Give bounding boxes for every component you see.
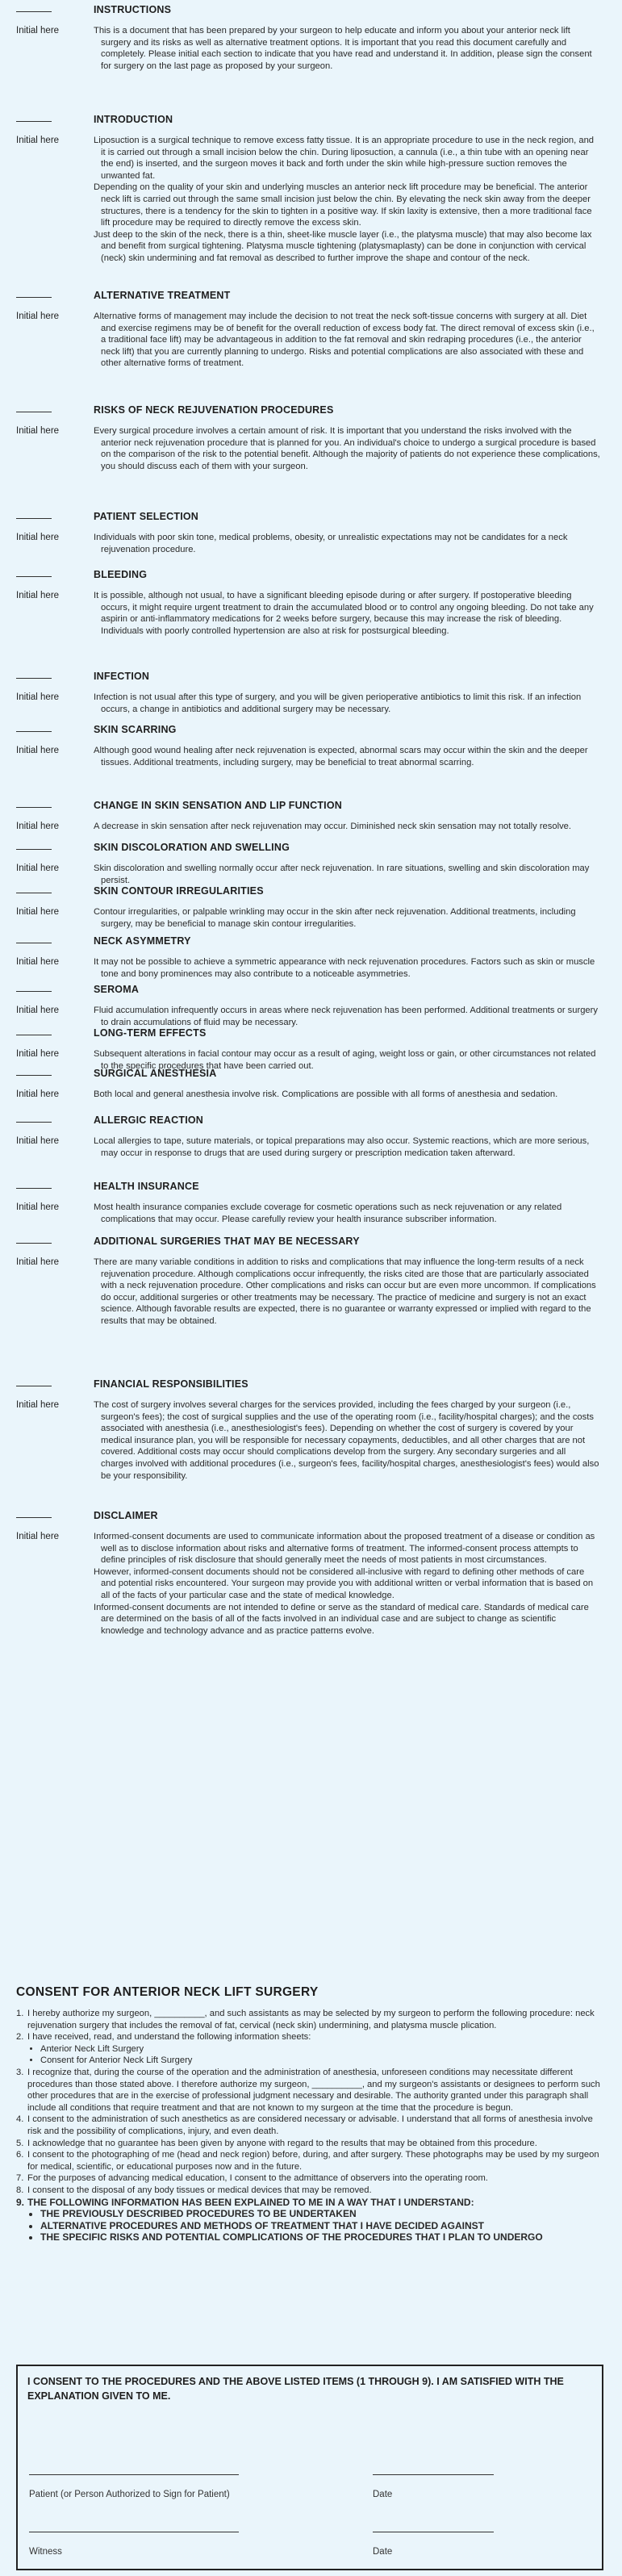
- consent-item-text: I hereby authorize my surgeon, __________, and such assistants as may be selected by my surgeon to perform the following procedure: neck rejuvenation surgery that includes the removal of fat, cervical (neck skin) undermining, and platysma muscle plication.: [27, 2009, 595, 2030]
- section-heading: INSTRUCTIONS: [94, 4, 172, 15]
- section-body: [94, 956, 600, 980]
- initial-line[interactable]: [16, 991, 52, 992]
- section-body: [94, 1531, 600, 1637]
- section-heading: SKIN CONTOUR IRREGULARITIES: [94, 885, 264, 897]
- consent-item-text: I have received, read, and understand the following information sheets:: [27, 2032, 311, 2043]
- initial-line[interactable]: [16, 297, 52, 298]
- consent-item-number: 7.: [16, 2173, 24, 2184]
- section-paragraph: This is a document that has been prepared by your surgeon to help educate and inform you about your anterior neck lift surgery and its risks as well as alternative treatment options. It is important that you read this document carefully and completely. Please initial each section to indicate that you have read and understand it. In addition, please sign the consent for surgery on the last page as proposed by your surgeon.: [94, 26, 592, 71]
- consent-item-9: [16, 2197, 605, 2244]
- initial-here-label: Initial here: [16, 1049, 60, 1059]
- initial-here-label: Initial here: [16, 533, 60, 542]
- section-heading: PATIENT SELECTION: [94, 511, 199, 522]
- consent-item-text: I consent to the administration of such anesthetics as are considered necessary or advisable. I understand that all forms of anesthesia involve risk and the possibility of complications, injury, and even death.: [27, 2114, 593, 2136]
- section-heading: SKIN SCARRING: [94, 724, 177, 735]
- section-body: [94, 863, 600, 886]
- initial-line[interactable]: [16, 1122, 52, 1123]
- initial-line[interactable]: [16, 807, 52, 808]
- explained-point: • ALTERNATIVE PROCEDURES AND METHODS OF TREATMENT THAT I HAVE DECIDED AGAINST: [40, 2220, 605, 2232]
- section-body: [94, 692, 600, 715]
- consent-item-8: [16, 2185, 605, 2197]
- consent-signature-box: [16, 2365, 603, 2570]
- initial-line[interactable]: [16, 518, 52, 519]
- initial-here-label: Initial here: [16, 746, 60, 755]
- patient-date-line[interactable]: [373, 2474, 494, 2475]
- consent-item-text: I recognize that, during the course of the operation and the administration of anesthesia, unforeseen conditions may necessitate different procedures than those stated above. I therefore authorize my surgeon, __________, and my surgeon's assistants or designees to perform such other procedures that are in the exercise of professional judgment necessary and desirable. The authority granted under this paragraph shall include all conditions that require treatment and that are not known to my surgeon at the time that the procedure is begun.: [27, 2067, 600, 2113]
- section-body: [94, 745, 600, 768]
- section-body: [94, 1089, 600, 1101]
- initial-here-label: Initial here: [16, 1136, 60, 1146]
- section-paragraph: Informed-consent documents are not intended to define or serve as the standard of medical care. Standards of medical care are determined on the basis of all of the facts involved in an individual case and are subject to change as scientific knowledge and technology advance and as practice patterns evolve.: [94, 1602, 589, 1636]
- initial-here-label: Initial here: [16, 426, 60, 436]
- initial-line[interactable]: [16, 1517, 52, 1518]
- section-body: [94, 590, 600, 637]
- consent-item-6: [16, 2149, 605, 2172]
- consent-item-text: THE FOLLOWING INFORMATION HAS BEEN EXPLAINED TO ME IN A WAY THAT I UNDERSTAND:: [27, 2196, 474, 2208]
- consent-list: [16, 2008, 605, 2244]
- initial-here-label: Initial here: [16, 1257, 60, 1267]
- explained-points: [27, 2208, 605, 2244]
- section-heading: ALLERGIC REACTION: [94, 1114, 204, 1126]
- section-paragraph: Just deep to the skin of the neck, there is a thin, sheet-like muscle layer (i.e., the platysma muscle) that may also become lax and benefit from surgical tightening. Platysma muscle tightening (platysmaplasty) can be done in conjunction with cervical (neck) skin undermining and fat removal as described to further improve the shape and contour of the neck.: [94, 229, 592, 263]
- consent-item-text: For the purposes of advancing medical education, I consent to the admittance of observers into the operating room.: [27, 2173, 488, 2184]
- info-sheet-list: [27, 2043, 605, 2067]
- initial-line[interactable]: [16, 1075, 52, 1076]
- consent-item-5: [16, 2138, 605, 2150]
- initial-here-label: Initial here: [16, 312, 60, 321]
- explained-point: • THE SPECIFIC RISKS AND POTENTIAL COMPLICATIONS OF THE PROCEDURES THAT I PLAN TO UNDERGO: [40, 2231, 605, 2244]
- section-heading: CHANGE IN SKIN SENSATION AND LIP FUNCTION: [94, 800, 342, 811]
- section-heading: SKIN DISCOLORATION AND SWELLING: [94, 842, 290, 853]
- section-paragraph: Liposuction is a surgical technique to remove excess fatty tissue. It is an appropriate procedure to use in the neck region, and it is carried out through a small incision below the chin. During liposuction, a cannula (i.e., a thin tube with an opening near the end) is inserted, and the surgeon moves it back and forth under the skin while high-pressure suction removes the unwanted fat.: [94, 136, 595, 181]
- initial-line[interactable]: [16, 678, 52, 679]
- section-body: [94, 135, 600, 265]
- patient-signature-line[interactable]: [29, 2474, 239, 2475]
- section-heading: DISCLAIMER: [94, 1510, 158, 1521]
- initial-line[interactable]: [16, 1243, 52, 1244]
- section-heading: INFECTION: [94, 671, 150, 682]
- section-heading: LONG-TERM EFFECTS: [94, 1027, 207, 1039]
- initial-here-label: Initial here: [16, 1089, 60, 1099]
- section-heading: ALTERNATIVE TREATMENT: [94, 290, 231, 301]
- section-paragraph: A decrease in skin sensation after neck rejuvenation may occur. Diminished neck skin sensation may not totally resolve.: [94, 822, 571, 831]
- initial-here-label: Initial here: [16, 957, 60, 967]
- section-body: [94, 311, 600, 370]
- consent-statement: I CONSENT TO THE PROCEDURES AND THE ABOVE LISTED ITEMS (1 THROUGH 9). I AM SATISFIED WITH THE EXPLANATION GIVEN TO ME.: [27, 2376, 564, 2402]
- section-paragraph: It may not be possible to achieve a symmetric appearance with neck rejuvenation procedures. Factors such as skin or muscle tone and bony prominences may also contribute to a noticeable asymmetries.: [94, 957, 595, 979]
- section-body: [94, 532, 600, 555]
- initial-here-label: Initial here: [16, 26, 60, 36]
- section-paragraph: The cost of surgery involves several charges for the services provided, including the fees charged by your surgeon (i.e., surgeon's fees); the cost of surgical supplies and the use of the operating room (i.e., facility/hospital charges); and the costs associated with anesthesia (i.e., anesthesiologist's fees). Depending on whether the cost of surgery is covered by your medical insurance plan, you will be responsible for necessary copayments, deductibles, and all other charges that are not covered. Additional costs may occur should complications develop from the surgery. Any secondary surgeries and all charges involved with additional procedures (i.e., surgeon's fees, facility/hospital charges, anesthesiologist's fees) would also be your responsibility.: [94, 1400, 599, 1481]
- initial-line[interactable]: [16, 731, 52, 732]
- section-body: [94, 1202, 600, 1225]
- section-paragraph: Fluid accumulation infrequently occurs in areas where neck rejuvenation has been performed. Additional treatments or surgery to drain accumulations of fluid may be necessary.: [94, 1006, 598, 1027]
- initial-here-label: Initial here: [16, 822, 60, 831]
- consent-item-number: 4.: [16, 2114, 24, 2125]
- section-heading: ADDITIONAL SURGERIES THAT MAY BE NECESSARY: [94, 1236, 360, 1247]
- initial-here-label: Initial here: [16, 907, 60, 917]
- section-paragraph: However, informed-consent documents should not be considered all-inclusive with regard to defining other methods of care and potential risks encountered. Your surgeon may provide you with additional written or verbal information that is based on all of the facts of your particular case and the state of medical knowledge.: [94, 1566, 594, 1600]
- initial-here-label: Initial here: [16, 864, 60, 873]
- witness-signature-label: Witness: [29, 2547, 62, 2557]
- consent-item-number: 6.: [16, 2150, 24, 2160]
- section-body: [94, 425, 600, 472]
- section-heading: SURGICAL ANESTHESIA: [94, 1068, 217, 1079]
- section-body: [94, 25, 600, 72]
- section-paragraph: Informed-consent documents are used to communicate information about the proposed treatment of a disease or condition as well as to disclose information about risks and alternative forms of treatment. The informed-consent process attempts to define principles of risk disclosure that should generally meet the needs of most patients in most circumstances.: [94, 1532, 595, 1566]
- initial-here-label: Initial here: [16, 1532, 60, 1541]
- witness-date-label: Date: [373, 2547, 393, 2557]
- consent-item-number: 2.: [16, 2032, 24, 2043]
- section-paragraph: Individuals with poor skin tone, medical problems, obesity, or unrealistic expectations may not be candidates for a neck rejuvenation procedure.: [94, 533, 568, 554]
- initial-line[interactable]: [16, 11, 52, 12]
- consent-item-1: [16, 2008, 605, 2031]
- section-heading: SEROMA: [94, 984, 140, 995]
- info-sheet-item: • Consent for Anterior Neck Lift Surgery: [40, 2055, 605, 2067]
- patient-signature-label: Patient (or Person Authorized to Sign for Patient): [29, 2490, 230, 2499]
- section-heading: INTRODUCTION: [94, 114, 173, 125]
- section-paragraph: Alternative forms of management may include the decision to not treat the neck soft-tissue concerns with surgery at all. Diet and exercise regimens may be of benefit for the overall reduction of excess body fat. The direct removal of excess skin (i.e., a traditional face lift) may be advantageous in addition to the fat removal and skin redraping procedures (i.e., the anterior neck lift) that you are currently planning to undergo. Risks and potential complications are also associated with these and other alternative forms of treatment.: [94, 312, 595, 369]
- section-body: [94, 1005, 600, 1028]
- section-heading: BLEEDING: [94, 569, 148, 580]
- section-body: [94, 906, 600, 930]
- consent-item-2: [16, 2031, 605, 2067]
- section-heading: FINANCIAL RESPONSIBILITIES: [94, 1378, 248, 1390]
- section-body: [94, 1399, 600, 1482]
- consent-item-number: 9.: [16, 2196, 25, 2208]
- section-paragraph: There are many variable conditions in addition to risks and complications that may influence the long-term results of a neck rejuvenation procedure. Although complications occur infrequently, the risks cited are those that are particularly associated with a neck rejuvenation procedure. Other complications and risks can occur but are even more uncommon. If complications do occur, additional surgeries or other treatments may be necessary. The practice of medicine and surgery is not an exact science. Although favorable results are expected, there is no guarantee or warranty expressed or implied with regard to the results that may be obtained.: [94, 1257, 596, 1326]
- initial-line[interactable]: [16, 849, 52, 850]
- initial-line[interactable]: [16, 121, 52, 122]
- consent-item-text: I consent to the photographing of me (head and neck region) before, during, and after surgery. These photographs may be used by my surgeon for medical, scientific, or educational purposes now and in the future.: [27, 2150, 599, 2172]
- consent-item-number: 1.: [16, 2009, 24, 2018]
- consent-item-7: [16, 2172, 605, 2185]
- info-sheet-item: • Anterior Neck Lift Surgery: [40, 2043, 605, 2055]
- patient-date-label: Date: [373, 2490, 393, 2499]
- consent-item-number: 3.: [16, 2067, 24, 2077]
- initial-here-label: Initial here: [16, 1202, 60, 1212]
- consent-item-4: [16, 2114, 605, 2137]
- initial-here-label: Initial here: [16, 136, 60, 145]
- section-heading: RISKS OF NECK REJUVENATION PROCEDURES: [94, 404, 334, 416]
- consent-item-text: I consent to the disposal of any body tissues or medical devices that may be removed.: [27, 2185, 372, 2195]
- section-paragraph: Every surgical procedure involves a certain amount of risk. It is important that you understand the risks involved with the anterior neck rejuvenation procedure that is planned for you. An individual's choice to undergo a surgical procedure is based on the comparison of the risk to the potential benefit. Although the majority of patients do not experience these complications, you should discuss each of them with your surgeon.: [94, 426, 600, 471]
- section-paragraph: Skin discoloration and swelling normally occur after neck rejuvenation. In rare situations, swelling and skin discoloration may persist.: [94, 864, 590, 885]
- section-paragraph: Most health insurance companies exclude coverage for cosmetic operations such as neck rejuvenation or any related complications that may occur. Please carefully review your health insurance subscriber information.: [94, 1202, 562, 1224]
- consent-item-text: I acknowledge that no guarantee has been given by anyone with regard to the results that may be obtained from this procedure.: [27, 2138, 537, 2148]
- consent-title: CONSENT FOR ANTERIOR NECK LIFT SURGERY: [16, 1985, 319, 1999]
- section-paragraph: Subsequent alterations in facial contour may occur as a result of aging, weight loss or gain, or other circumstances not related to the specific procedures that have been carried out.: [94, 1049, 596, 1071]
- consent-item-number: 5.: [16, 2138, 24, 2148]
- section-paragraph: Infection is not usual after this type of surgery, and you will be given perioperative antibiotics to limit this risk. If an infection occurs, a change in antibiotics and additional surgery may be necessary.: [94, 692, 582, 714]
- initial-line[interactable]: [16, 576, 52, 577]
- section-body: [94, 1135, 600, 1159]
- consent-item-number: 8.: [16, 2185, 24, 2195]
- section-body: [94, 821, 600, 833]
- initial-here-label: Initial here: [16, 692, 60, 702]
- initial-here-label: Initial here: [16, 1400, 60, 1410]
- initial-line[interactable]: [16, 1188, 52, 1189]
- initial-here-label: Initial here: [16, 1006, 60, 1015]
- section-paragraph: Both local and general anesthesia involve risk. Complications are possible with all forms of anesthesia and sedation.: [94, 1089, 558, 1099]
- initial-here-label: Initial here: [16, 591, 60, 600]
- section-body: [94, 1257, 600, 1328]
- section-paragraph: Contour irregularities, or palpable wrinkling may occur in the skin after neck rejuvenation. Additional treatments, including surgery, may be beneficial to manage skin contour irregularities.: [94, 907, 576, 929]
- section-heading: HEALTH INSURANCE: [94, 1181, 199, 1192]
- explained-point: • THE PREVIOUSLY DESCRIBED PROCEDURES TO BE UNDERTAKEN: [40, 2208, 605, 2220]
- section-heading: NECK ASYMMETRY: [94, 935, 191, 947]
- section-paragraph: It is possible, although not usual, to have a significant bleeding episode during or after surgery. If postoperative bleeding occurs, it might require urgent treatment to drain the accumulated blood or to control any ongoing bleeding. Do not take any aspirin or anti-inflammatory medications for 2 weeks before surgery, because this may increase the risk of bleeding. Individuals with poorly controlled hypertension are also at risk for postsurgical bleeding.: [94, 591, 594, 636]
- section-paragraph: Local allergies to tape, suture materials, or topical preparations may also occur. Systemic reactions, which are more serious, may occur in response to drugs that are used during surgery or prescription medication taken afterward.: [94, 1136, 590, 1158]
- section-paragraph: Although good wound healing after neck rejuvenation is expected, abnormal scars may occur within the skin and the deeper tissues. Additional treatments, including surgery, may be beneficial to treat abnormal scarring.: [94, 746, 588, 767]
- consent-item-3: [16, 2067, 605, 2114]
- section-paragraph: Depending on the quality of your skin and underlying muscles an anterior neck lift procedure may be beneficial. The anterior neck lift is carried out through the same small incision just below the chin. By elevating the neck skin away from the deeper structures, there is a tendency for the skin to tighten in a positive way. If skin laxity is extensive, then a more traditional face lift procedure may be required to directly remove the excess skin.: [94, 182, 592, 228]
